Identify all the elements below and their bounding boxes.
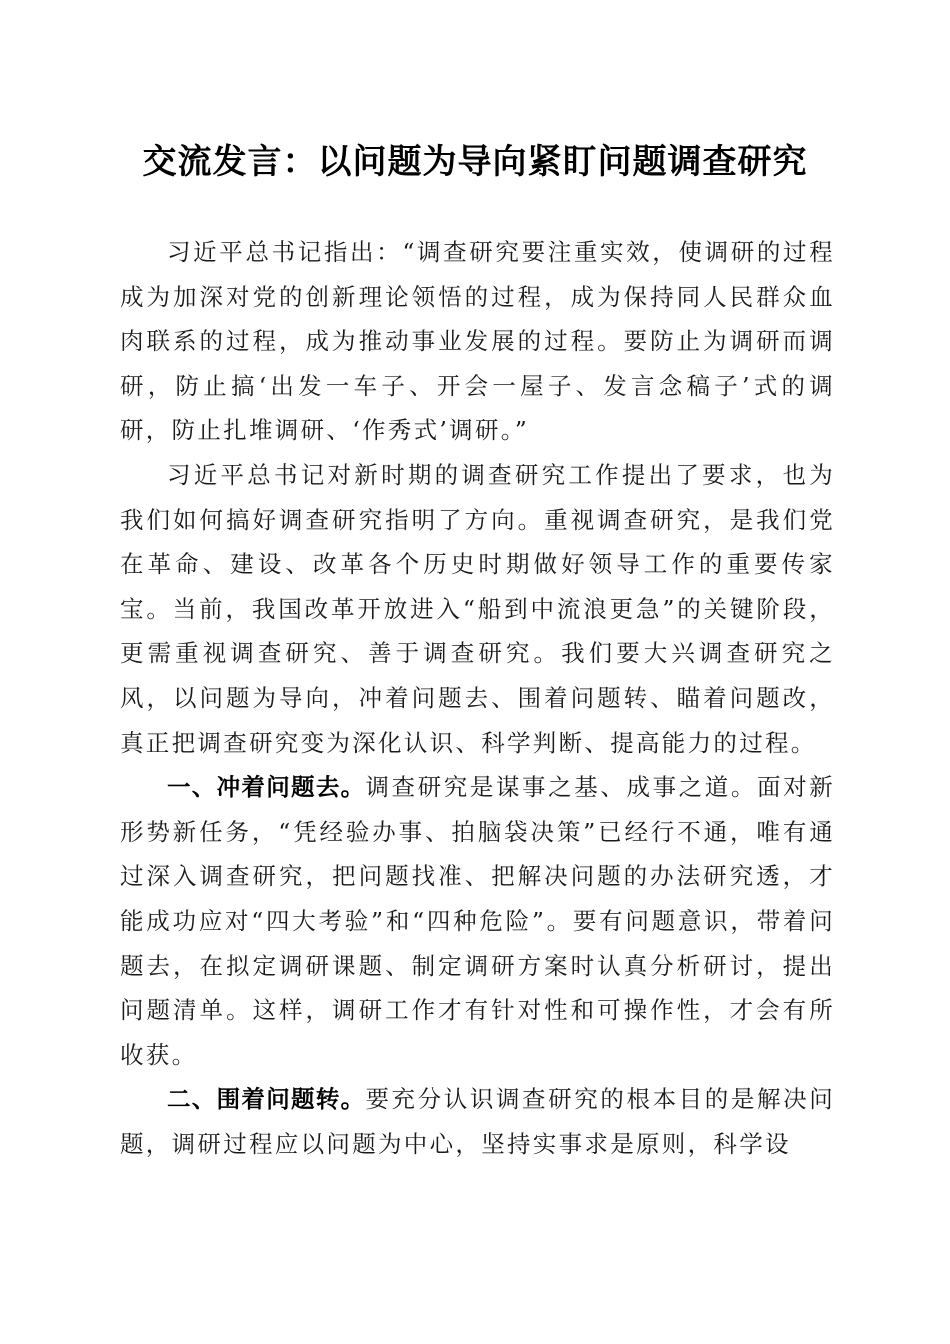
- document-body: [120, 230, 835, 1166]
- paragraph-context: [120, 453, 835, 765]
- paragraph-text: 要充分认识调查研究的根本目的是解决问题，调研过程应以问题为中心，坚持实事求是原则，科学设: [120, 1085, 836, 1158]
- section-heading-one: 一、冲着问题去。: [167, 773, 366, 802]
- page-title: 交流发言：以问题为导向紧盯问题调查研究: [142, 142, 808, 182]
- paragraph-section-one: [120, 765, 835, 1077]
- paragraph-text: 习近平总书记对新时期的调查研究工作提出了要求，也为我们如何搞好调查研究指明了方向。重视调查研究，是我们党在革命、建设、改革各个历史时期做好领导工作的重要传家宝。当前，我国改革开放进入“船到中流浪更急”的关键阶段，更需重视调查研究、善于调查研究。我们要大兴调查研究之风，以问题为导向，冲着问题去、围着问题转、瞄着问题改，真正把调查研究变为深化认识、科学判断、提高能力的过程。: [120, 460, 835, 757]
- paragraph-text: 习近平总书记指出：“调查研究要注重实效，使调研的过程成为加深对党的创新理论领悟的过程，成为保持同人民群众血肉联系的过程，成为推动事业发展的过程。要防止为调研而调研，防止搞‘出发一车子、开会一屋子、发言念稿子’式的调研，防止扎堆调研、‘作秀式’调研。”: [120, 238, 835, 445]
- section-heading-two: 二、围着问题转。: [167, 1085, 366, 1114]
- paragraph-text: 调查研究是谋事之基、成事之道。面对新形势新任务，“凭经验办事、拍脑袋决策”已经行不通，唯有通过深入调查研究，把问题找准、把解决问题的办法研究透，才能成功应对“四大考验”和“四种危险”。要有问题意识，带着问题去，在拟定调研课题、制定调研方案时认真分析研讨，提出问题清单。这样，调研工作才有针对性和可操作性，才会有所收获。: [120, 773, 836, 1069]
- paragraph-section-two: [120, 1077, 835, 1166]
- paragraph-intro-quote: [120, 230, 835, 453]
